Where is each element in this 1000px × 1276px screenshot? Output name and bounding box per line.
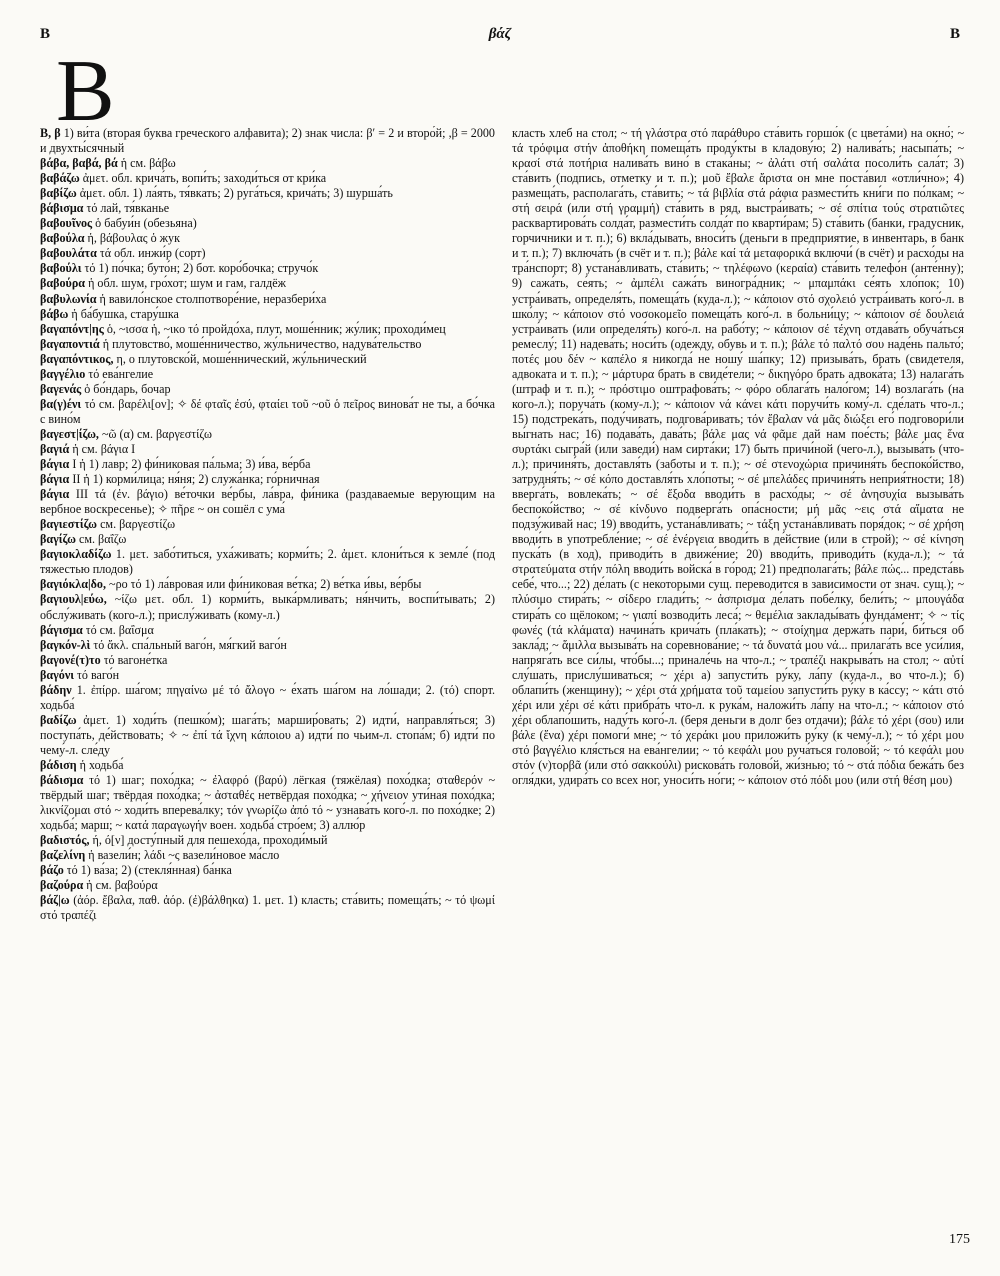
dictionary-entry <box>40 833 495 848</box>
dictionary-entry <box>40 457 495 472</box>
headword: βαζελίνη <box>40 848 86 863</box>
definition: 1. ἐπίρρ. ша́гом; πηγαίνω μέ τό ἄλογο ~ е́хать ша́гом на ло́шади; 2. (τό) спорт. ходьба́ <box>40 682 495 712</box>
headword: βαζούρα <box>40 878 84 893</box>
dictionary-entry <box>40 352 495 367</box>
headword: βάβα, βαβά, βά <box>40 156 118 171</box>
headword: βαγιοκλαδίζω <box>40 547 112 562</box>
headword: βάγια <box>40 472 70 487</box>
definition: I ἡ 1) лавр; 2) фи́никовая па́льма; 3) и́ва, ве́рба <box>72 457 311 472</box>
definition: ἡ, βάβουλας ὁ жук <box>87 231 180 246</box>
headword: βαδίζω <box>40 712 77 727</box>
dictionary-entry <box>40 683 495 713</box>
dictionary-entry <box>40 758 495 773</box>
definition: τό ева́нгелие <box>88 366 154 381</box>
definition: 1. μετ. забо́титься, уха́живать; корми́ть; 2. ἀμετ. клони́ться к земле́ (под тяжестью плодов) <box>40 547 495 577</box>
headword: βάζο <box>40 863 64 878</box>
dictionary-entry <box>40 276 495 291</box>
headword: βάδιση <box>40 757 77 772</box>
dictionary-entry <box>40 472 495 487</box>
definition: см. βαργεστίζω <box>100 517 176 532</box>
definition: τό 1) по́чка; буто́н; 2) бот. коро́бочка; стручо́к <box>84 261 319 276</box>
dictionary-entry <box>40 231 495 246</box>
headword: βαγαποντιά <box>40 336 100 351</box>
definition: ἀμετ. обл. крича́ть, вопи́ть; заходи́ться от кри́ка <box>82 171 327 186</box>
definition: τό см. βαΐσμα <box>85 622 154 637</box>
dictionary-entry <box>40 713 495 758</box>
left-column <box>40 126 495 1232</box>
definition: (ἀόρ. ἔβαλα, παθ. ἀόρ. (ἐ)βάλθηκα) 1. μετ. 1) класть; ста́вить; помеща́ть; ~ τό ψωμί στό τραπέζι <box>40 893 495 923</box>
definition: τό 1) шаг; похо́дка; ~ ἐλαφρό (βαρύ) лёгкая (тяжёлая) похо́дка; σταθερόν ~ твёрдый шаг; твёрдая похо́дка; ~ ἀσταθές нетвёрдая похо́дка; ~ χήνειον ути́ная похо́дка; λικνίζομαι στό ~ ходи́ть вперева́лку; τόν γνωρίζω ἀπό τό ~ узнава́ть кого́-л. по похо́дке; 2) ходьба́; марш; ~ κατά παραγωγήν воен. ходьба́ стро́ем; 3) аллю́р <box>40 773 495 833</box>
dictionary-entry <box>40 427 495 442</box>
dictionary-entry <box>40 216 495 231</box>
headword: βαγγέλιο <box>40 366 86 381</box>
headword: βάγια <box>40 487 70 502</box>
definition: ἡ плутовство́, моше́нничество, жу́льничество, надува́тельство <box>102 336 422 351</box>
definition: τό см. βαρέλι[ον]; ✧ δέ φταῖς ἐσύ, φταίει τοῦ ~οῦ ὁ πεῖρος винова́т не ты, а бо́чка с вино́м <box>40 396 495 426</box>
definition: ὁ бо́ндарь, бочар <box>84 381 171 396</box>
definition: ἡ ходьба́ <box>79 757 124 772</box>
definition: τό вагоне́тка <box>103 652 168 667</box>
headword: βαγονέ(τ)το <box>40 652 101 667</box>
definition: III τά (ἐν. βάγιο) ве́точки ве́рбы, ла́вра, фи́ника (раздаваемые верующим на вербное воскресенье); ✧ πῆρε ~ он сошёл с ума́ <box>40 487 495 517</box>
definition: ὁ, ~ισσα ἡ, ~ικο τό пройдо́ха, плут, моше́нник; жу́лик; проходи́мец <box>106 321 446 336</box>
headword: βαβούλα <box>40 231 85 246</box>
right-column <box>512 126 964 1232</box>
dictionary-entry <box>512 126 964 788</box>
dictionary-entry <box>40 547 495 577</box>
dictionary-entry <box>40 668 495 683</box>
dictionary-entry <box>40 397 495 427</box>
page-number: 175 <box>949 1232 970 1247</box>
headword: βαγιουλ|εύω, <box>40 592 107 607</box>
headword: βάγισμα <box>40 622 83 637</box>
dictionary-entry <box>40 592 495 622</box>
dictionary-entry <box>40 773 495 833</box>
headword: βάζ|ω <box>40 893 70 908</box>
dictionary-entry <box>40 893 495 923</box>
definition: τά обл. инжи́р (сорт) <box>99 246 206 261</box>
headword: Β, β <box>40 126 61 140</box>
definition: II ἡ 1) корми́лица; ня́ня; 2) служа́нка; го́рничная <box>72 472 320 487</box>
dictionary-entry <box>40 307 495 322</box>
definition: 1) ви́та (вторая буква греческого алфавита); 2) знак числа: β′ = 2 и второ́й; ,β = 2000 и двухты́сячный <box>40 126 495 156</box>
headword: βαγιόκλα|δο, <box>40 577 106 592</box>
dictionary-entry <box>40 653 495 668</box>
dictionary-entry <box>40 156 495 171</box>
dictionary-entry <box>40 487 495 517</box>
dictionary-entry <box>40 186 495 201</box>
headword: βαγίζω <box>40 532 76 547</box>
definition: τό ἄκλ. спа́льный ваго́н, мя́гкий ваго́н <box>93 637 287 652</box>
dictionary-entry <box>40 442 495 457</box>
definition: ~ίζω μετ. обл. 1) корми́ть, выка́рмливать; ня́нчить, воспи́тывать; 2) обслу́живать (кого-л.); прислу́живать (кому-л.) <box>40 592 495 622</box>
headword: βαγαπόντ|ης <box>40 321 104 336</box>
dictionary-entry <box>40 863 495 878</box>
dictionary-entry <box>40 261 495 276</box>
headword: βάδισμα <box>40 773 84 788</box>
headword: βαβυλωνία <box>40 291 97 306</box>
definition: ἡ см. βαβούρα <box>86 878 158 893</box>
definition: τό 1) ва́за; 2) (стекля́нная) ба́нка <box>66 863 232 878</box>
running-head-right: В <box>949 26 960 42</box>
headword: βαβουλάτα <box>40 246 97 261</box>
definition: ἡ вазели́н; λάδι ~ς вазели́новое ма́сло <box>88 848 280 863</box>
headword: βάβω <box>40 306 69 321</box>
headword: βαβουῖνος <box>40 216 93 231</box>
dictionary-entry <box>40 367 495 382</box>
definition: ἡ вавило́нское столпотворе́ние, неразбери́ха <box>99 291 327 306</box>
headword: βαβάζω <box>40 171 80 186</box>
dictionary-entry <box>40 382 495 397</box>
headword: βα(γ)ένι <box>40 396 82 411</box>
dictionary-entry <box>40 201 495 216</box>
dictionary-entry <box>40 638 495 653</box>
headword: βαγεστ|ίζω, <box>40 426 99 441</box>
dictionary-entry <box>40 577 495 592</box>
headword: βαβούρα <box>40 276 86 291</box>
headword: βαγιεστίζω <box>40 517 98 532</box>
headword: βαβούλι <box>40 261 82 276</box>
definition: ἡ см. βάβω <box>120 156 176 171</box>
headword: βαγιά <box>40 441 70 456</box>
dictionary-entry <box>40 623 495 638</box>
dictionary-entry <box>40 532 495 547</box>
running-head-center: βάζ <box>488 26 512 42</box>
dictionary-entry <box>40 878 495 893</box>
definition: ή, ό[ν] досту́пный для пешехо́да, проходи́мый <box>92 833 328 848</box>
definition: ἀμετ. 1) ходи́ть (пешко́м); шага́ть; маршир́овать; 2) идти́, направля́ться; 3) поступа́ть, де́йствовать; ✧ ~ ἐπί τά ἴχνη κάποιου а) идти́ по чьим-л. стопа́м; б) идти́ по чему́-л. сле́ду <box>40 712 495 757</box>
dictionary-entry <box>40 337 495 352</box>
definition: ἡ обл. шум, гро́хот; шум и гам, галдёж <box>88 276 286 291</box>
definition: ἡ ба́бушка, стару́шка <box>71 306 179 321</box>
definition: ὁ бабуи́н (обезьяна) <box>95 216 197 231</box>
section-letter: В <box>56 43 115 140</box>
dictionary-entry <box>40 292 495 307</box>
definition: см. βαΐζω <box>78 532 127 547</box>
headword: βαγαπόντικος, <box>40 351 114 366</box>
definition: ἀμετ. обл. 1) ла́ять, тя́вкать; 2) руга́ться, крича́ть; 3) шурша́ть <box>79 186 393 201</box>
dictionary-entry <box>40 517 495 532</box>
definition: ἡ см. βάγια I <box>72 441 136 456</box>
dictionary-entry <box>40 126 495 156</box>
dictionary-entry <box>40 246 495 261</box>
definition: τό лай, тя́вканье <box>86 201 170 216</box>
definition: ~ρο τό 1) ла́вровая или фи́никовая ве́тка; 2) ве́тка и́вы, ве́рбы <box>109 577 422 592</box>
definition: τό ваго́н <box>77 667 120 682</box>
dictionary-entry <box>40 171 495 186</box>
headword: βαδιστός, <box>40 833 90 848</box>
definition: η, ο плутовско́й, моше́ннический, жу́льнический <box>116 351 367 366</box>
headword: βάδην <box>40 682 72 697</box>
headword: βάγια <box>40 457 70 472</box>
headword: βαγόνι <box>40 667 74 682</box>
headword: βαγενάς <box>40 381 82 396</box>
headword: βάβισμα <box>40 201 84 216</box>
definition: класть хлеб на стол; ~ τή γλάστρα στό παράθυρο ста́вить горшо́к (с цвета́ми) на окно́; ~ τά τρόφιμα στήν ἀποθήκη помеща́ть проду́кты в кладову́ю; 2) налива́ть; насыпа́ть; ~ κρασί στά ποτήρια налива́ть вино́ в стака́ны; ~ ἀλάτι στή σαλάτα посоли́ть сала́т; 3) ста́вить (подпись, отметку и т. п.); μοῦ ἔβαλε ἄριστα он мне поста́вил «отли́чно»; 4) размеща́ть, располага́ть, ста́вить; ~ τά βιβλία στά ράφια размести́ть кни́ги по по́лкам; ~ στή σειρά (или στή γραμμή) ста́вить в ряд, выстра́ивать; ~ σέ σπίτια τούς στρατιῶτες расквартирова́ть солда́т, размести́ть солда́т по кварти́рам; 5) ста́вить (банки, градусник, горчичники и т. п.); 6) вкла́дывать, вноси́ть (деньги в предприятие, в инвентарь, в банк и т. п.); 7) включа́ть (в счёт и т. п.); βάλε καί τά μεταφορικά включи́ (в счёт) и расхо́ды на тра́нспорт; 8) устана́вливать, ста́вить; ~ τηλέφωνο (κεραία) ста́вить телефо́н (анте́нну); 9) сажа́ть, се́ять; ~ ἀμπέλι сажа́ть виногра́дник; ~ μπαμπάκι се́ять хло́пок; 10) устра́ивать, определя́ть, помеща́ть (куда-л.); ~ κάποιον στό σχολειό устра́ивать кого́-л. в шко́лу; ~ κάποιον στό νοσοκομεῖο помеща́ть кого́-л. в больни́цу; ~ κάποιον σέ δουλειά устра́ивать (или определя́ть) кого́-л. на рабо́ту; ~ κάποιον σέ τέχνη отдава́ть обуча́ться ремеслу́; 11) надева́ть; носи́ть (одежду, обувь и т. п.); βάλε τό παλτό σου наде́нь пальто́; ποτές μου δέν ~ καπέλο я никогда́ не ношу́ ша́пку; 12) призыва́ть, брать (свидетеля, адвоката и т. п.); ~ μάρτυρα брать в свиде́тели; ~ δικηγόρο брать адвока́та; 13) налага́ть (штраф и т. п.); ~ πρόστιμο оштрафова́ть; ~ φόρο облага́ть нало́гом; 14) возлага́ть (на кого-л.); поруча́ть (кому-л.); ~ κάποιον νά κάνει κάτι поручи́ть кому́-л. сде́лать что-л.; 15) подстрека́ть, поду́чивать, подгова́ривать; τόν ἔβαλαν νά μᾶς διώξει его́ подговори́ли вы́гнать нас; 16) подава́ть, дава́ть; βάλε μας νά φᾶμε дай нам пое́сть; βάλε μας ἕνα συρτάκι сыгра́й (или заведи́) нам сирта́ки; 17) быть причи́ной (чего-л.), вызыва́ть (что-л.); причиня́ть, доставля́ть (заботы и т. п.); ~ σέ στενοχώρια причиня́ть беспоко́йство, затрудня́ть; ~ σέ κόπο доставля́ть хло́поты; ~ σέ μπελάδες причиня́ть неприя́тности; 18) вверга́ть, вовлека́ть; ~ σέ ἔξοδα вводи́ть в расхо́ды; ~ σέ ἀνησυχία вызыва́ть беспоко́йство; ~ σέ κίνδυνο подверга́ть опа́сности; μή μᾶς ~εις στά αἵματα не подзу́живай нас; 19) вводи́ть, устана́вливать; ~ τάξη устана́вливать поря́док; ~ σέ χρήση вводи́ть в употребле́ние; ~ σέ ἐνέργεια вводи́ть в де́йствие (или в строй); ~ σέ κίνηση пуска́ть (в ход), приводи́ть в движе́ние; 20) вводи́ть, приводи́ть (куда-л.); ~ τά στρατεύματα στήν πόλη вводи́ть войска́ в го́род; 21) предполага́ть; βάλε πώς... предста́вь себе́, что...; 22) де́лать (с некоторыми сущ. переводится в зависимости от знач. сущ.); ~ πλύσιμο стира́ть; ~ σίδερο глади́ть; ~ ἀσπρισμα де́лать побе́лку, бели́ть; ~ μπουγάδα стира́ть со щёлоком; ~ γιαπί возводи́ть леса́; ~ θεμέλια заклады́вать фунда́мент; ✧ ~ τίς φωνές (τά κλάματα) начина́ть крича́ть (пла́кать); ~ στοίχημα держа́ть пари́, би́ться об закла́д; ~ ἅμιλλα вызыва́ть на соревнова́ние; ~ τά δυνατά μου νά... прилага́ть все уси́лия, напряга́ть все си́лы, что́бы...; принале́чь на что-л.; ~ τραπέζι накрыва́ть на стол; ~ αὐτί слу́шать, прислу́шиваться; ~ χέρι а) запусти́ть ру́ку, ла́пу (куда-л., во что-л.); б) облапи́ть (женщину); ~ χέρι στά χρήματα τοῦ ταμείου запусти́ть ру́ку в ка́ссу; ~ κάτι στό χέρι или χέρι σέ κάτι прибра́ть что-л. к рука́м, наложи́ть ла́пу на что-л.; ~ κάποιον στό χέρι облапо́шить, наду́ть кого́-л. (беря деньги в долг без отдачи); βάλε τό χέρι (σου) или βάλε (ἕνα) χέρι помоги́ мне; ~ τό χεράκι μου приложи́ть ру́ку (к чему́-л.); ~ τό χέρι μου στό βαγγέλιο кля́сться на ева́нгелии; ~ τό κεφάλι μου руча́ться голово́й; ~ τό κεφάλι μου στόν (ν)τορβᾶ (или στό σακκούλι) рискова́ть голово́й, жи́знью; τό ~ στά πόδια бежа́ть без огля́дки, удира́ть со всех ног, уноси́ть но́ги; ~ κάποιον στό πόδι μου (или στή θέση μου) <box>512 126 964 788</box>
dictionary-entry <box>40 322 495 337</box>
headword: βαβίζω <box>40 186 77 201</box>
dictionary-entry <box>40 848 495 863</box>
headword: βαγκόν-λὶ <box>40 637 91 652</box>
definition: ~ῶ (α) см. βαργεστίζω <box>102 426 212 441</box>
running-head-left: В <box>40 26 51 42</box>
